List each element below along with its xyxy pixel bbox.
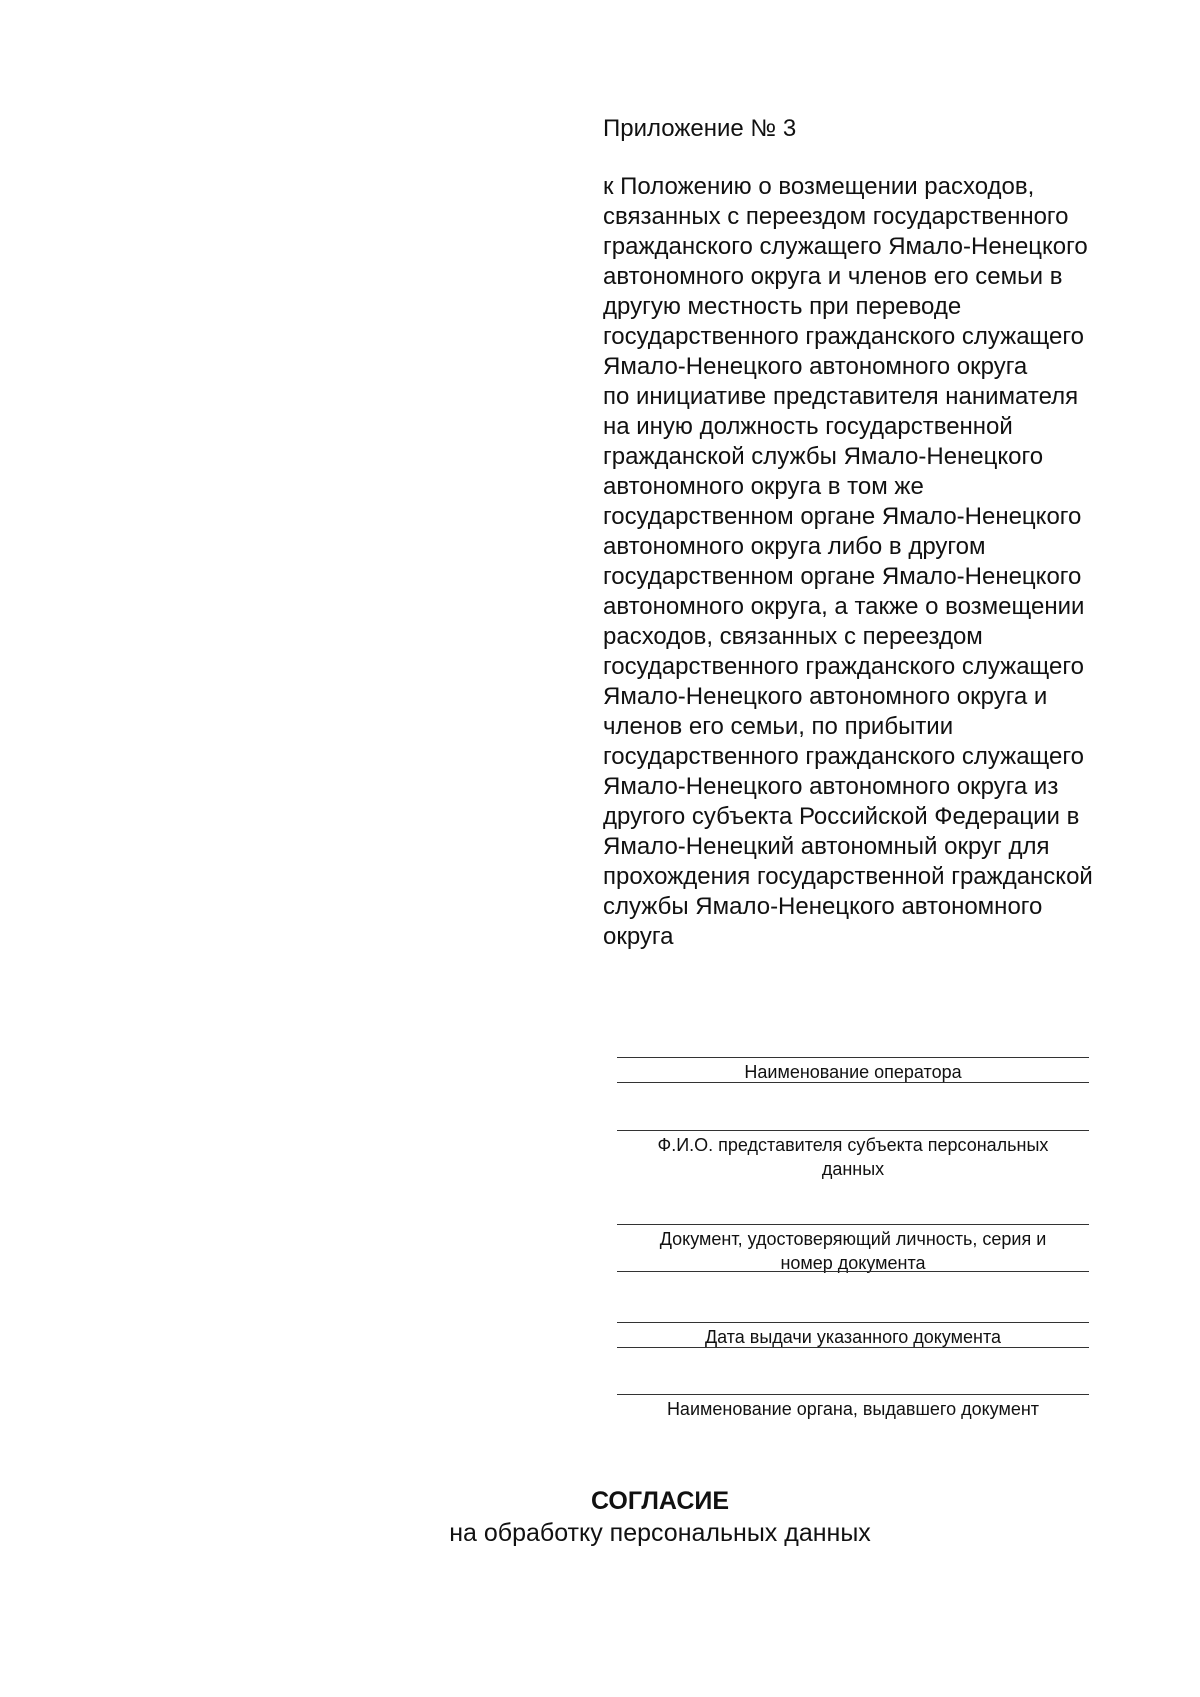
consent-subtitle: на обработку персональных данных — [449, 1519, 871, 1547]
issue-date-caption: Дата выдачи указанного документа — [704, 1327, 1002, 1347]
issue-date-underline — [617, 1347, 1089, 1348]
appendix-line: государственного гражданского служащего — [603, 743, 1084, 770]
operator-form — [617, 1057, 1089, 1417]
appendix-line: Ямало-Ненецкий автономный округ для — [603, 833, 1050, 860]
representative-name-line[interactable] — [617, 1130, 1089, 1131]
appendix-line: автономного округа либо в другом — [603, 533, 986, 560]
appendix-line: другого субъекта Российской Федерации в — [603, 803, 1080, 830]
operator-name-caption: Наименование оператора — [744, 1062, 962, 1082]
appendix-line: по инициативе представителя нанимателя — [603, 383, 1079, 410]
operator-name-line[interactable] — [617, 1057, 1089, 1058]
appendix-line: гражданской службы Ямало-Ненецкого — [603, 443, 1044, 470]
issuing-authority-caption: Наименование органа, выдавшего документ — [666, 1399, 1040, 1419]
representative-name-caption: Ф.И.О. представителя субъекта персональных данных — [657, 1135, 1049, 1179]
appendix-line: автономного округа, а также о возмещении — [603, 593, 1085, 620]
appendix-line: округа — [603, 923, 674, 950]
appendix-line: расходов, связанных с переездом — [603, 623, 983, 650]
appendix-line: к Положению о возмещении расходов, — [603, 173, 1035, 200]
appendix-title: Приложение № 3 — [603, 115, 797, 142]
identity-document-caption: Документ, удостоверяющий личность, серия и номер документа — [659, 1229, 1047, 1273]
issuing-authority-line[interactable] — [617, 1394, 1089, 1395]
appendix-line: автономного округа и членов его семьи в — [603, 263, 1063, 290]
issue-date-line[interactable] — [617, 1322, 1089, 1323]
identity-document-line[interactable] — [617, 1224, 1089, 1225]
appendix-line: Ямало-Ненецкого автономного округа и — [603, 683, 1048, 710]
consent-title: СОГЛАСИЕ — [590, 1487, 730, 1515]
appendix-description — [603, 172, 1163, 952]
identity-document-underline — [617, 1271, 1089, 1272]
appendix-line: Ямало-Ненецкого автономного округа из — [603, 773, 1059, 800]
appendix-line: государственном органе Ямало-Ненецкого — [603, 503, 1082, 530]
appendix-line: государственного гражданского служащего — [603, 323, 1084, 350]
appendix-line: Ямало-Ненецкого автономного округа — [603, 353, 1028, 380]
appendix-line: на иную должность государственной — [603, 413, 1013, 440]
appendix-line: прохождения государственной гражданской — [603, 863, 1093, 890]
appendix-line: связанных с переездом государственного — [603, 203, 1069, 230]
appendix-block — [603, 114, 1163, 952]
appendix-line: другую местность при переводе — [603, 293, 962, 320]
appendix-line: государственного гражданского служащего — [603, 653, 1084, 680]
appendix-line: государственном органе Ямало-Ненецкого — [603, 563, 1082, 590]
appendix-line: автономного округа в том же — [603, 473, 924, 500]
operator-name-underline — [617, 1082, 1089, 1083]
appendix-line: членов его семьи, по прибытии — [603, 713, 954, 740]
appendix-line: гражданского служащего Ямало-Ненецкого — [603, 233, 1088, 260]
appendix-line: службы Ямало-Ненецкого автономного — [603, 893, 1043, 920]
